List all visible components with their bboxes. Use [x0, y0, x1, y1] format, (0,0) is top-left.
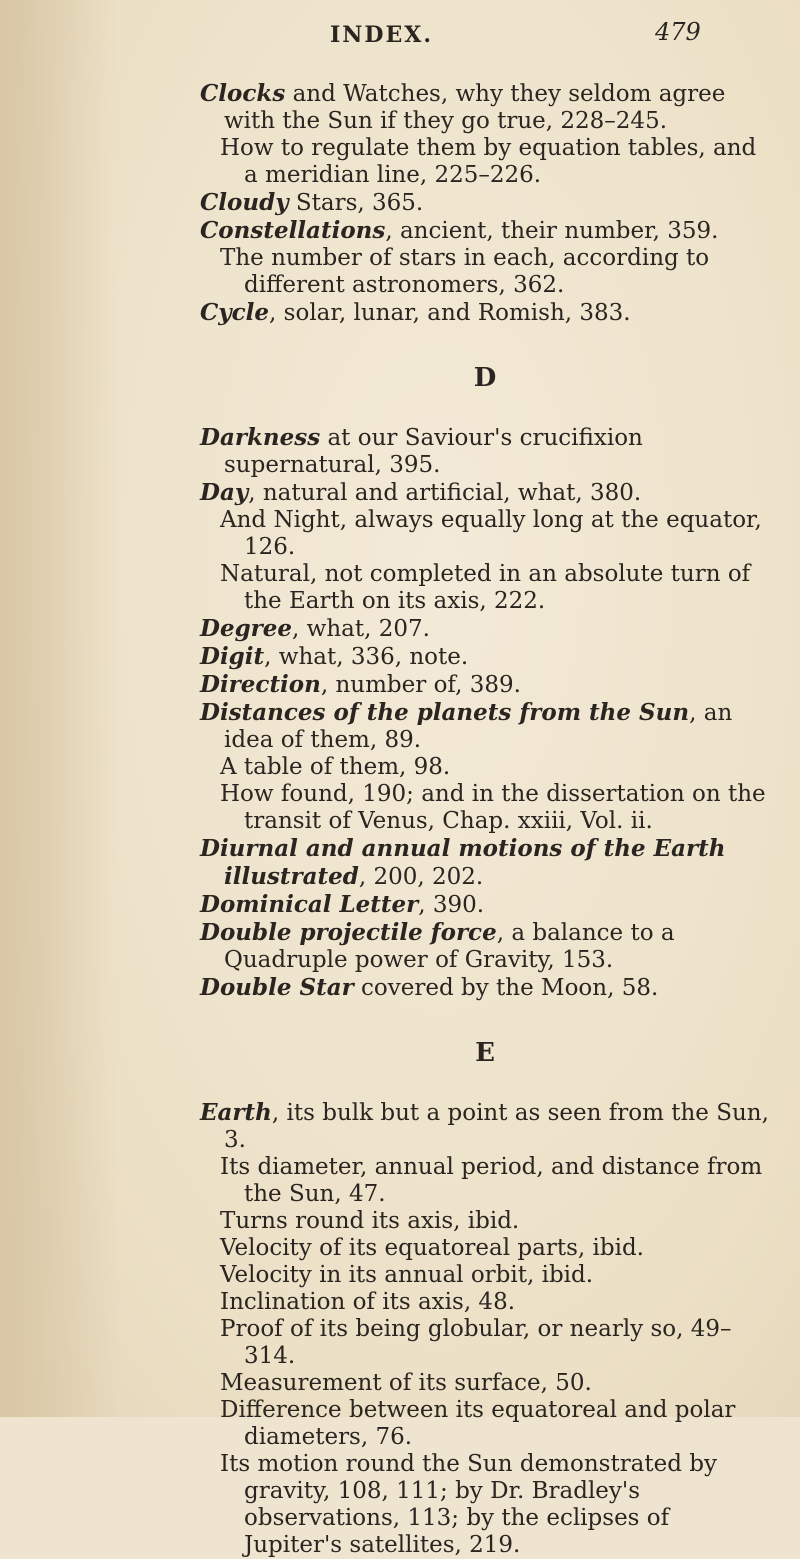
page-edge-shadow	[0, 0, 120, 1417]
index-subentry	[200, 1262, 770, 1289]
entry-text: at our Saviour's crucifixion supernatural, 395.	[224, 425, 643, 478]
entry-heading: Double Star	[200, 974, 354, 1001]
index-entry	[200, 974, 770, 1002]
entry-text: , 390.	[418, 892, 485, 918]
index-entry	[200, 699, 770, 754]
entry-text: Difference between its equatoreal and polar diameters, 76.	[220, 1397, 736, 1450]
entry-heading: Degree	[200, 615, 293, 642]
entry-text: , solar, lunar, and Romish, 383.	[269, 300, 631, 326]
entry-text: And Night, always equally long at the equator, 126.	[220, 507, 762, 560]
entry-text: , a balance to a Quadruple power of Gravity, 153.	[224, 920, 675, 973]
entry-heading: Dominical Letter	[200, 891, 419, 918]
entry-heading: Clocks	[200, 80, 286, 107]
index-subentry	[200, 1316, 770, 1370]
entry-text: and Watches, why they seldom agree with the Sun if they go true, 228–245.	[224, 81, 726, 134]
index-entry	[200, 479, 770, 507]
index-subentry	[200, 561, 770, 615]
page-header	[0, 18, 800, 58]
index-entry	[200, 835, 770, 891]
entry-heading: Cycle	[200, 299, 270, 326]
entry-text: A table of them, 98.	[220, 754, 451, 780]
index-entry	[200, 671, 770, 699]
entry-text: Its diameter, annual period, and distance from the Sun, 47.	[220, 1154, 763, 1207]
entry-heading: Day	[200, 479, 249, 506]
section-letter: E	[475, 1038, 495, 1068]
index-subentry	[200, 1370, 770, 1397]
entry-text: Its motion round the Sun demonstrated by gravity, 108, 111; by Dr. Bradley's observations, 113; by the eclipses of Jupiter's satellites, 219.	[220, 1451, 718, 1558]
index-entry	[200, 189, 770, 217]
entry-text: How found, 190; and in the dissertation on the transit of Venus, Chap. xxiii, Vol. ii.	[220, 781, 766, 834]
index-subentry	[200, 1208, 770, 1235]
index-subentry	[200, 135, 770, 189]
entry-text: , an idea of them, 89.	[224, 700, 733, 753]
index-entry	[200, 424, 770, 479]
entry-text: Velocity in its annual orbit, ibid.	[220, 1262, 594, 1288]
entry-heading: Cloudy	[200, 189, 289, 216]
entry-text: The number of stars in each, according to different astronomers, 362.	[220, 245, 710, 298]
entry-text: Velocity of its equatoreal parts, ibid.	[220, 1235, 644, 1261]
entry-heading: Double projectile force	[200, 919, 497, 946]
index-entry	[200, 615, 770, 643]
index-entry	[200, 299, 770, 327]
index-entry	[200, 919, 770, 974]
index-subentry	[200, 245, 770, 299]
index-entry	[200, 891, 770, 919]
entry-text: Turns round its axis, ibid.	[220, 1208, 520, 1234]
entry-text: Inclination of its axis, 48.	[220, 1289, 516, 1315]
index-subentry	[200, 1154, 770, 1208]
entry-text: , its bulk but a point as seen from the Sun, 3.	[224, 1100, 769, 1153]
index-subentry	[200, 754, 770, 781]
entry-text: , 200, 202.	[358, 864, 484, 890]
index-subentry	[200, 507, 770, 561]
entry-heading: Digit	[200, 643, 265, 670]
entry-heading: Direction	[200, 671, 321, 698]
index-subentry	[200, 1397, 770, 1451]
index-subentry	[200, 1289, 770, 1316]
index-entry	[200, 643, 770, 671]
entry-text: Measurement of its surface, 50.	[220, 1370, 592, 1396]
entry-heading: Distances of the planets from the Sun	[200, 699, 690, 726]
section-letter: D	[473, 363, 497, 393]
entry-text: , number of, 389.	[320, 672, 521, 698]
index-content	[200, 80, 770, 1559]
index-entry	[200, 1099, 770, 1154]
entry-text: , natural and artificial, what, 380.	[248, 480, 642, 506]
entry-text: Proof of its being globular, or nearly so, 49–314.	[220, 1316, 732, 1369]
running-title: INDEX.	[330, 22, 433, 48]
entry-heading: Constellations	[200, 217, 386, 244]
entry-text: How to regulate them by equation tables, and a meridian line, 225–226.	[220, 135, 757, 188]
index-entry	[200, 80, 770, 135]
index-subentry	[200, 1451, 770, 1559]
entry-text: Stars, 365.	[288, 190, 424, 216]
entry-text: , what, 336, note.	[264, 644, 469, 670]
entry-text: , what, 207.	[292, 616, 430, 642]
entry-heading: Diurnal and annual motions of the Earth illustrated	[200, 835, 726, 890]
entry-text: Natural, not completed in an absolute turn of the Earth on its axis, 222.	[220, 561, 751, 614]
entry-text: , ancient, their number, 359.	[385, 218, 719, 244]
entry-heading: Earth	[200, 1099, 272, 1126]
page-number: 479	[655, 18, 701, 46]
index-entry	[200, 217, 770, 245]
index-subentry	[200, 781, 770, 835]
entry-heading: Darkness	[200, 424, 321, 451]
entry-text: covered by the Moon, 58.	[353, 975, 659, 1001]
index-subentry	[200, 1235, 770, 1262]
